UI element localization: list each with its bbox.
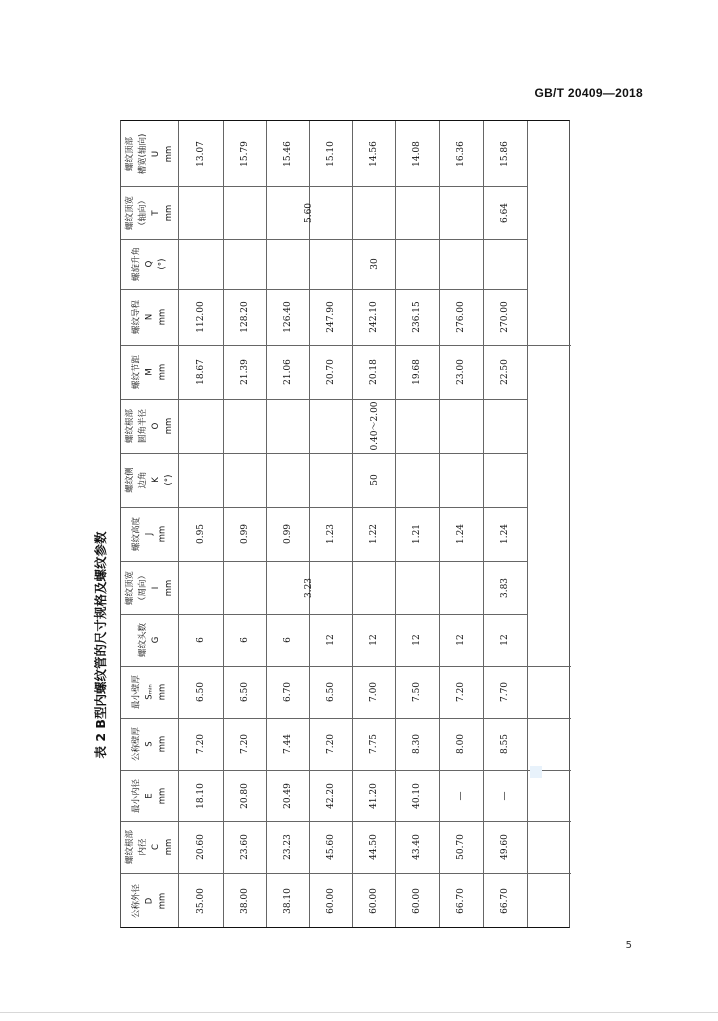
table-cell-text: 242.10	[368, 301, 379, 333]
table-cell-text: 12	[368, 634, 379, 646]
table-cell-text: 128.20	[239, 301, 250, 333]
table-row-line	[483, 399, 527, 400]
table-cell-text: 60.00	[412, 888, 422, 914]
table-row-line	[121, 399, 178, 400]
table-cell-text: 7.44	[282, 733, 293, 755]
table-cell-text: 247.90	[325, 301, 336, 333]
table-row-line	[121, 770, 571, 771]
table-cell-text: 35.00	[195, 888, 206, 914]
table-cell-text: 66.70	[500, 888, 510, 914]
table-row-line	[223, 561, 266, 562]
header-cell-text: 螺纹高度 J mm	[131, 516, 167, 552]
header-cell-text: 最小内径 E mm	[131, 778, 167, 813]
table-cell-text: 1.21	[412, 523, 422, 545]
table-cell-text: 20.49	[282, 782, 293, 809]
table-column-line	[395, 121, 396, 927]
table-row-line	[352, 239, 395, 240]
table-cell-text: 15.46	[282, 140, 293, 167]
table-cell-text: 6.50	[325, 681, 336, 703]
header-cell-text: 螺纹顶宽 （轴向） T mm	[124, 195, 174, 230]
table-row-line	[121, 453, 178, 454]
table-cell-text: 7.20	[195, 733, 206, 755]
table-cell-text: 20.80	[239, 782, 250, 809]
table-row-line	[266, 289, 309, 290]
table-cell-text: 40.10	[412, 782, 422, 809]
header-cell-text: 公称外径 D mm	[131, 883, 167, 919]
header-cell-text: 螺纹侧 边角 K (°)	[124, 467, 174, 493]
table-row-line	[395, 186, 439, 187]
table-row-line	[309, 614, 352, 615]
header-cell-text: 公称壁厚 S mm	[131, 726, 167, 762]
table-row-line	[178, 453, 223, 454]
merged-cell-k-text: 50	[369, 474, 380, 486]
table-cell-text: 23.00	[456, 359, 466, 385]
table-cell-text: 7.00	[368, 681, 379, 703]
table-cell-text: 6	[239, 637, 250, 643]
standard-number: GB/T 20409—2018	[534, 86, 643, 100]
table-row-line	[309, 239, 352, 240]
table-row-line	[352, 186, 395, 187]
table-cell-text: 8.00	[456, 733, 466, 755]
merged-cell-i-text: 3.83	[500, 577, 510, 598]
table-cell-text: 15.86	[500, 140, 510, 167]
table-row-line	[352, 614, 395, 615]
table-cell-text: —	[500, 791, 510, 800]
table-row-line	[223, 399, 266, 400]
table-column-line	[178, 121, 179, 927]
table-row-line	[178, 561, 223, 562]
table-cell-text: 236.15	[412, 301, 422, 333]
table-row-line	[266, 507, 309, 508]
table-cell-text: 45.60	[325, 834, 336, 860]
table-cell-text: 0.99	[239, 523, 250, 545]
table-cell-text: 14.56	[368, 140, 379, 167]
table-cell-text: 18.67	[195, 359, 206, 385]
table-row-line	[178, 239, 223, 240]
table-cell-text: 43.40	[412, 834, 422, 860]
table-cell-text: 126.40	[282, 301, 293, 333]
table-row-line	[395, 289, 439, 290]
table-cell-text: 6	[195, 637, 206, 643]
merged-cell-q-text: 30	[369, 258, 380, 270]
table-cell-text: 41.20	[368, 782, 379, 809]
merged-cell-i-text: 3.23	[303, 577, 314, 598]
table-cell-text: 6.50	[239, 681, 250, 703]
table-row-line	[439, 507, 483, 508]
table-row-line	[266, 453, 309, 454]
table-row-line	[309, 399, 352, 400]
table-cell-text: 1.24	[456, 523, 466, 545]
table-row-line	[395, 614, 439, 615]
table-cell-text: 21.06	[282, 359, 293, 385]
table-cell-text: 14.08	[412, 140, 422, 167]
table-row-line	[439, 186, 483, 187]
scan-mark	[530, 766, 542, 778]
table-cell-text: 0.99	[282, 523, 293, 545]
merged-cell-t-text: 6.64	[500, 202, 510, 223]
table-cell-text: 15.10	[325, 140, 336, 167]
table-cell-text: 42.20	[325, 782, 336, 809]
table-caption-text: 表 2 B型内螺纹管的尺寸规格及螺纹参数	[93, 531, 108, 759]
table-row-line	[121, 873, 571, 874]
table-row-line	[178, 289, 223, 290]
table-cell-text: 16.36	[456, 140, 466, 167]
table-cell-text: 20.18	[368, 359, 379, 385]
table-column-line	[223, 121, 224, 927]
table-row-line	[483, 239, 527, 240]
header-cell-text: 螺纹节距 M mm	[131, 354, 167, 390]
table-row-line	[121, 666, 571, 667]
table-cell-text: 60.00	[325, 888, 336, 914]
header-cell-text: 螺纹根部 圆角半径 O mm	[124, 408, 174, 444]
table-row-line	[121, 289, 178, 290]
table-cell-text: 49.60	[500, 834, 510, 860]
table-cell-text: 276.00	[456, 301, 466, 333]
table-row-line	[395, 453, 439, 454]
table-cell-text: —	[456, 791, 466, 800]
table-row-line	[483, 561, 527, 562]
table-row-line	[223, 507, 266, 508]
table-row-line	[309, 289, 352, 290]
table-row-line	[121, 561, 178, 562]
table-row-line	[352, 507, 395, 508]
table-cell-text: 44.50	[368, 834, 379, 860]
table-row-line	[439, 561, 483, 562]
table-row-line	[178, 507, 223, 508]
table-row-line	[439, 239, 483, 240]
table-cell-text: 1.24	[500, 523, 510, 545]
table-row-line	[223, 289, 266, 290]
table-cell-text: 20.60	[195, 834, 206, 860]
table-row-line	[178, 399, 223, 400]
table-cell-text: 6	[282, 637, 293, 643]
table-cell-text: 7.20	[456, 681, 466, 703]
table-cell-text: 8.55	[500, 733, 510, 755]
table-row-line	[121, 614, 178, 615]
table-row-line	[223, 614, 266, 615]
table-cell-text: 7.20	[325, 733, 336, 755]
merged-cell-o-text: 0.40～2.00	[369, 401, 380, 451]
table-cell-text: 112.00	[195, 301, 206, 333]
header-cell-text: 螺纹根部 内径 C mm	[124, 829, 174, 865]
table-row-line	[439, 399, 483, 400]
header-cell-text: 螺纹导程 N mm	[131, 299, 167, 335]
table-row-line	[266, 186, 309, 187]
table-row-line	[121, 718, 571, 719]
table-cell-text: 23.23	[282, 834, 293, 860]
header-cell-text: 螺纹头数 G	[137, 622, 161, 658]
table-row-line	[121, 239, 178, 240]
table-row-line	[266, 239, 309, 240]
table-cell-text: 20.70	[325, 359, 336, 385]
table-row-line	[309, 561, 352, 562]
table-cell-text: 270.00	[500, 301, 510, 333]
table-row-line	[121, 507, 178, 508]
table-cell-text: 12	[456, 634, 466, 646]
table-cell-text: 15.79	[239, 140, 250, 167]
table-row-line	[352, 561, 395, 562]
table-row-line	[309, 507, 352, 508]
table-row-line	[395, 399, 439, 400]
table-cell-text: 13.07	[195, 140, 206, 167]
header-cell-text: 螺纹顶宽 （周向） I mm	[124, 570, 174, 605]
table-row-line	[395, 561, 439, 562]
table-cell-text: 6.70	[282, 681, 293, 703]
table-cell-text: 38.10	[282, 888, 293, 914]
table-column-line	[483, 121, 484, 927]
table-row-line	[483, 614, 527, 615]
table-cell-text: 7.70	[500, 681, 510, 703]
table-row-line	[395, 507, 439, 508]
table-cell-text: 7.20	[239, 733, 250, 755]
table-row-line	[121, 186, 178, 187]
table-cell-text: 12	[500, 634, 510, 646]
header-cell-text: 螺纹顶部 槽宽(轴向) U mm	[124, 133, 174, 174]
page-bottom-divider	[0, 1012, 718, 1013]
table-row-line	[223, 453, 266, 454]
table-row-line	[483, 507, 527, 508]
table-row-line	[439, 614, 483, 615]
table-row-line	[178, 614, 223, 615]
table-row-line	[266, 561, 309, 562]
table-row-line	[483, 453, 527, 454]
table-cell-text: 12	[325, 634, 336, 646]
table-row-line	[266, 399, 309, 400]
table-cell-text: 18.10	[195, 782, 206, 809]
table-row-line	[395, 239, 439, 240]
table-row-line	[178, 186, 223, 187]
table-row-line	[223, 186, 266, 187]
table-cell-text: 8.30	[412, 733, 422, 755]
table-row-line	[439, 289, 483, 290]
table-column-line	[439, 121, 440, 927]
table-row-line	[483, 289, 527, 290]
table-cell-text: 19.68	[412, 359, 422, 385]
table-cell-text: 12	[412, 634, 422, 646]
table-cell-text: 0.95	[195, 523, 206, 545]
table-cell-text: 38.00	[239, 888, 250, 914]
table-cell-text: 66.70	[456, 888, 466, 914]
table-cell-text: 7.50	[412, 681, 422, 703]
page-number: 5	[625, 940, 632, 951]
table-column-line	[309, 121, 310, 927]
table-cell-text: 6.50	[195, 681, 206, 703]
table-row-line	[439, 453, 483, 454]
table-row-line	[121, 345, 571, 346]
table-row-line	[309, 186, 352, 187]
header-cell-text: 螺旋升角 Q (°)	[131, 246, 167, 282]
table-row-line	[266, 614, 309, 615]
table-row-line	[223, 239, 266, 240]
table-row-line	[309, 453, 352, 454]
table-row-line	[352, 399, 395, 400]
table-row-line	[483, 186, 527, 187]
spec-table	[120, 120, 570, 928]
table-row-line	[352, 453, 395, 454]
table-cell-text: 22.50	[500, 359, 510, 385]
table-cell-text: 21.39	[239, 359, 250, 385]
table-cell-text: 50.70	[456, 834, 466, 860]
table-row-line	[121, 821, 571, 822]
table-cell-text: 1.23	[325, 523, 336, 545]
table-row-line	[352, 289, 395, 290]
table-cell-text: 7.75	[368, 733, 379, 755]
table-column-line	[527, 121, 528, 927]
table-cell-text: 1.22	[368, 523, 379, 545]
header-cell-text: 最小壁厚 Sₘᵢₙ mm	[131, 674, 167, 710]
table-column-line	[352, 121, 353, 927]
merged-cell-t-text: 5.60	[303, 202, 314, 223]
table-cell-text: 60.00	[368, 888, 379, 914]
table-column-line	[266, 121, 267, 927]
table-cell-text: 23.60	[239, 834, 250, 860]
